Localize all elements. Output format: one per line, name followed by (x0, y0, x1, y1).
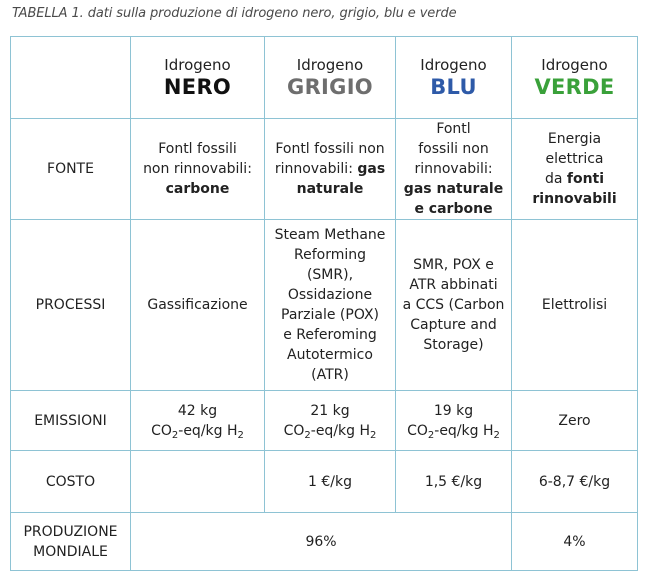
emissioni-grigio-unit: $CO_2-eq/kg$ $H_2$ (283, 422, 377, 441)
fonte-blu-line3: rinnovabili: (414, 161, 493, 177)
fonte-grigio-line1: Fontl fossili non (275, 141, 385, 157)
header-blu (396, 37, 512, 119)
cell-emissioni-verde: Zero (512, 391, 638, 451)
fonte-verde-line1: Energia (547, 131, 602, 147)
fonte-nero-bold: carbone (165, 181, 230, 197)
row-label-emissioni: EMISSIONI (11, 391, 131, 451)
fonte-blu-line1: Fontl (436, 121, 471, 137)
cell-costo-nero (131, 451, 265, 513)
cell-costo-grigio: 1 €/kg (265, 451, 396, 513)
processi-blu-line: ATR abbinati (409, 277, 498, 293)
cell-emissioni-grigio (265, 391, 396, 451)
produzione-label-line1: PRODUZIONE (23, 523, 118, 540)
cell-processi-blu (396, 220, 512, 391)
row-label-produzione (11, 513, 131, 571)
cell-produzione-nero-grigio-blu: 96% (131, 513, 512, 571)
header-nero-line1: Idrogeno (164, 55, 231, 74)
processi-blu-line: Storage) (423, 337, 484, 353)
header-verde (512, 37, 638, 119)
cell-fonte-verde (512, 119, 638, 220)
fonte-verde-line2: elettrica (545, 151, 604, 167)
table-caption: TABELLA 1. dati sulla produzione di idrogeno nero, grigio, blu e verde (12, 6, 457, 21)
row-produzione (11, 513, 638, 571)
hydrogen-comparison-table (10, 36, 638, 571)
fonte-blu-bold2: e carbone (414, 201, 493, 217)
cell-emissioni-blu (396, 391, 512, 451)
processi-grigio-line: Parziale (POX) (281, 307, 379, 323)
processi-grigio-line: e Referoming (283, 327, 377, 343)
produzione-label-line2: MONDIALE (33, 543, 108, 560)
row-emissioni (11, 391, 638, 451)
emissioni-nero-unit: $CO_2-eq/kg$ $H_2$ (151, 422, 244, 441)
header-grigio-line1: Idrogeno (296, 55, 364, 74)
processi-grigio-line: Reforming (293, 247, 366, 263)
cell-processi-nero: Gassificazione (131, 220, 265, 391)
fonte-verde-bold1: fonti (566, 171, 605, 187)
header-corner-cell (11, 37, 131, 119)
header-blu-line1: Idrogeno (420, 55, 487, 74)
fonte-blu-line2: fossili non (418, 141, 489, 157)
row-label-processi: PROCESSI (11, 220, 131, 391)
cell-fonte-nero (131, 119, 265, 220)
row-costo (11, 451, 638, 513)
fonte-nero-line2: non rinnovabili: (143, 161, 252, 177)
cell-fonte-blu (396, 119, 512, 220)
row-processi (11, 220, 638, 391)
emissioni-blu-value: 19 kg (433, 402, 474, 419)
processi-grigio-line: Steam Methane (274, 227, 386, 243)
header-grigio-title: GRIGIO (287, 74, 373, 99)
cell-fonte-grigio (265, 119, 396, 220)
header-nero-title: NERO (163, 74, 232, 99)
fonte-grigio-bold2: naturale (296, 181, 364, 197)
emissioni-blu-unit: $CO_2-eq/kg$ $H_2$ (407, 422, 500, 441)
processi-blu-line: Capture and (410, 317, 497, 333)
header-nero (131, 37, 265, 119)
processi-grigio-line: Autotermico (287, 347, 373, 363)
cell-processi-grigio (265, 220, 396, 391)
cell-processi-verde: Elettrolisi (512, 220, 638, 391)
cell-costo-blu: 1,5 €/kg (396, 451, 512, 513)
header-verde-line1: Idrogeno (541, 55, 608, 74)
row-label-costo: COSTO (11, 451, 131, 513)
row-fonte (11, 119, 638, 220)
cell-produzione-verde: 4% (512, 513, 638, 571)
emissioni-grigio-value: 21 kg (310, 402, 350, 419)
fonte-verde-line3: da (544, 171, 567, 187)
processi-grigio-line: Ossidazione (287, 287, 373, 303)
processi-blu-line: SMR, POX e (413, 257, 494, 273)
fonte-nero-line1: Fontl fossili (158, 141, 237, 157)
fonte-blu-bold1: gas naturale (403, 181, 504, 197)
cell-emissioni-nero (131, 391, 265, 451)
processi-grigio-line: (ATR) (311, 367, 349, 383)
fonte-verde-bold2: rinnovabili (532, 191, 617, 207)
row-label-fonte: FONTE (11, 119, 131, 220)
header-grigio (265, 37, 396, 119)
cell-costo-verde: 6-8,7 €/kg (512, 451, 638, 513)
fonte-grigio-line2: rinnovabili: (274, 161, 358, 177)
header-verde-title: VERDE (534, 74, 615, 99)
header-blu-title: BLU (430, 74, 477, 99)
processi-blu-line: a CCS (Carbon (402, 297, 505, 313)
emissioni-nero-value: 42 kg (177, 402, 218, 419)
fonte-grigio-bold1: gas (357, 161, 386, 177)
table-header-row (11, 37, 638, 119)
processi-grigio-line: (SMR), (306, 267, 354, 283)
